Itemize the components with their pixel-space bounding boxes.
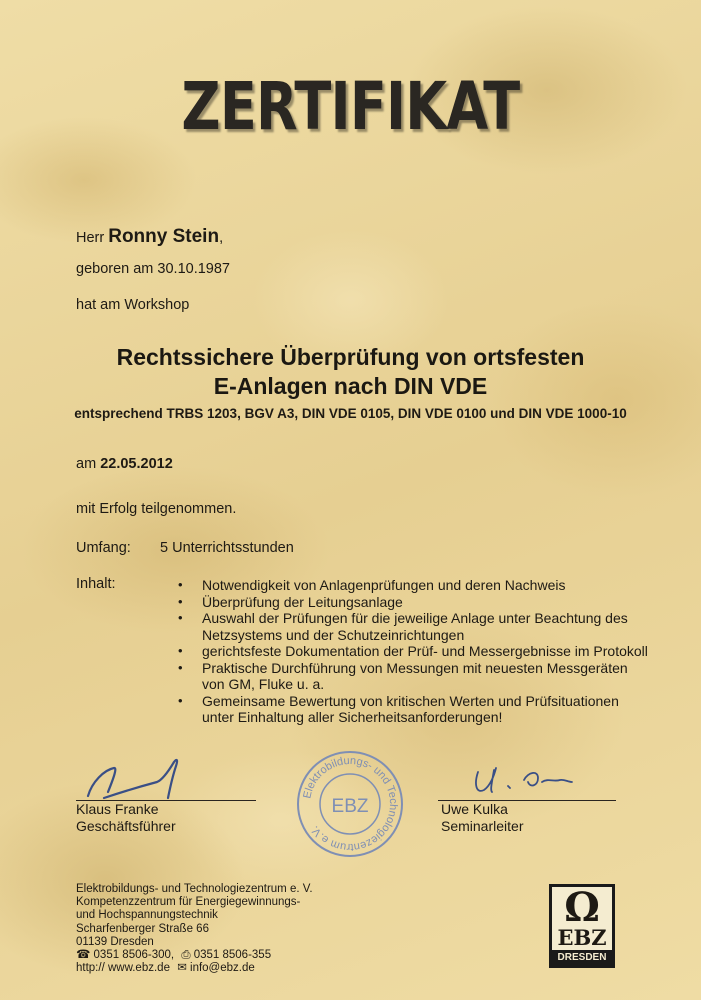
content-item: • Praktische Durchführung von Messungen mit neuesten Messgeräten von GM, Fluke u. a. (178, 659, 628, 692)
content-item: • gerichtsfeste Dokumentation der Prüf- und Messergebnisse im Protokoll (178, 643, 648, 659)
scope-value: 5 Unterrichtsstunden (160, 540, 294, 556)
course-basis: entsprechend TRBS 1203, BGV A3, DIN VDE 0105, DIN VDE 0100 und DIN VDE 1000-10 (74, 406, 627, 421)
signature-right (468, 762, 578, 802)
content-item: • Notwendigkeit von Anlagenprüfungen und deren Nachweis (178, 577, 566, 593)
footer-address (76, 883, 313, 975)
signer-left-name: Klaus Franke (76, 801, 159, 817)
website: http:// www.ebz.de (76, 962, 170, 975)
fax-number: 0351 8506-355 (193, 949, 272, 962)
footer-line: 01139 Dresden (76, 935, 154, 948)
svg-text:EBZ: EBZ (331, 796, 369, 817)
phone-icon: ☎ (76, 949, 91, 962)
course-title-line1: Rechtssichere Überprüfung von ortsfesten (116, 344, 585, 370)
course-title-line2: E-Anlagen nach DIN VDE (213, 373, 488, 399)
result-text: mit Erfolg teilgenommen. (76, 501, 237, 517)
signer-right-name: Uwe Kulka (441, 801, 508, 817)
course-title (40, 343, 661, 401)
fax-icon: ⎙ (181, 949, 191, 962)
signer-left-role: Geschäftsführer (76, 818, 176, 834)
signature-left (82, 752, 192, 807)
bullet-icon: • (178, 577, 183, 592)
signer-right (441, 801, 523, 835)
footer-web (76, 962, 313, 975)
salutation: Herr (76, 230, 105, 246)
content-item: • Auswahl der Prüfungen für die jeweilige Anlage unter Beachtung des Netzsystems und der Schutzeinrichtungen (178, 610, 628, 643)
content-item: • Gemeinsame Bewertung von kritischen Werten und Prüfsituationen unter Einhaltung aller Sicherheitsanforderungen! (178, 692, 619, 725)
footer-line: und Hochspannungstechnik (76, 909, 218, 922)
date-value: 22.05.2012 (100, 456, 173, 472)
workshop-intro: hat am Workshop (76, 297, 190, 313)
bullet-icon: • (178, 593, 183, 609)
bullet-icon: • (178, 643, 183, 658)
birth-date: geboren am 30.10.1987 (76, 261, 230, 277)
logo-city: DRESDEN (552, 950, 612, 965)
recipient-name: Ronny Stein (108, 226, 220, 247)
content-item: • Überprüfung der Leitungsanlage (178, 593, 403, 610)
signer-left (76, 801, 176, 835)
certificate-title: ZERTIFIKAT (181, 68, 520, 145)
email: info@ebz.de (190, 962, 255, 975)
scope-label: Umfang: (76, 540, 131, 556)
email-icon: ✉ (177, 962, 187, 975)
footer-line: Scharfenberger Straße 66 (76, 922, 209, 935)
ebz-logo (549, 884, 615, 968)
footer-contact (76, 949, 313, 962)
content-list (178, 577, 648, 726)
date-prefix: am (76, 456, 97, 472)
svg-text:Elektrobildungs- und Technolog: Elektrobildungs- und Technologiezentrum e.V. (301, 754, 400, 854)
course-date (76, 456, 173, 472)
name-suffix: , (219, 230, 224, 246)
footer-line: Elektrobildungs- und Technologiezentrum e. V. (76, 883, 313, 895)
omega-icon: Ω (564, 884, 600, 931)
content-label: Inhalt: (76, 576, 116, 592)
salutation-line (76, 226, 223, 248)
signer-right-role: Seminarleiter (441, 818, 524, 834)
bullet-icon: • (178, 659, 183, 675)
stamp-seal (294, 748, 406, 860)
bullet-icon: • (178, 610, 183, 625)
bullet-icon: • (178, 692, 183, 708)
logo-name: EBZ (557, 925, 607, 950)
phone-number: 0351 8506-300, (93, 949, 175, 962)
footer-line: Kompetenzzentrum für Energiegewinnungs- (76, 896, 301, 909)
